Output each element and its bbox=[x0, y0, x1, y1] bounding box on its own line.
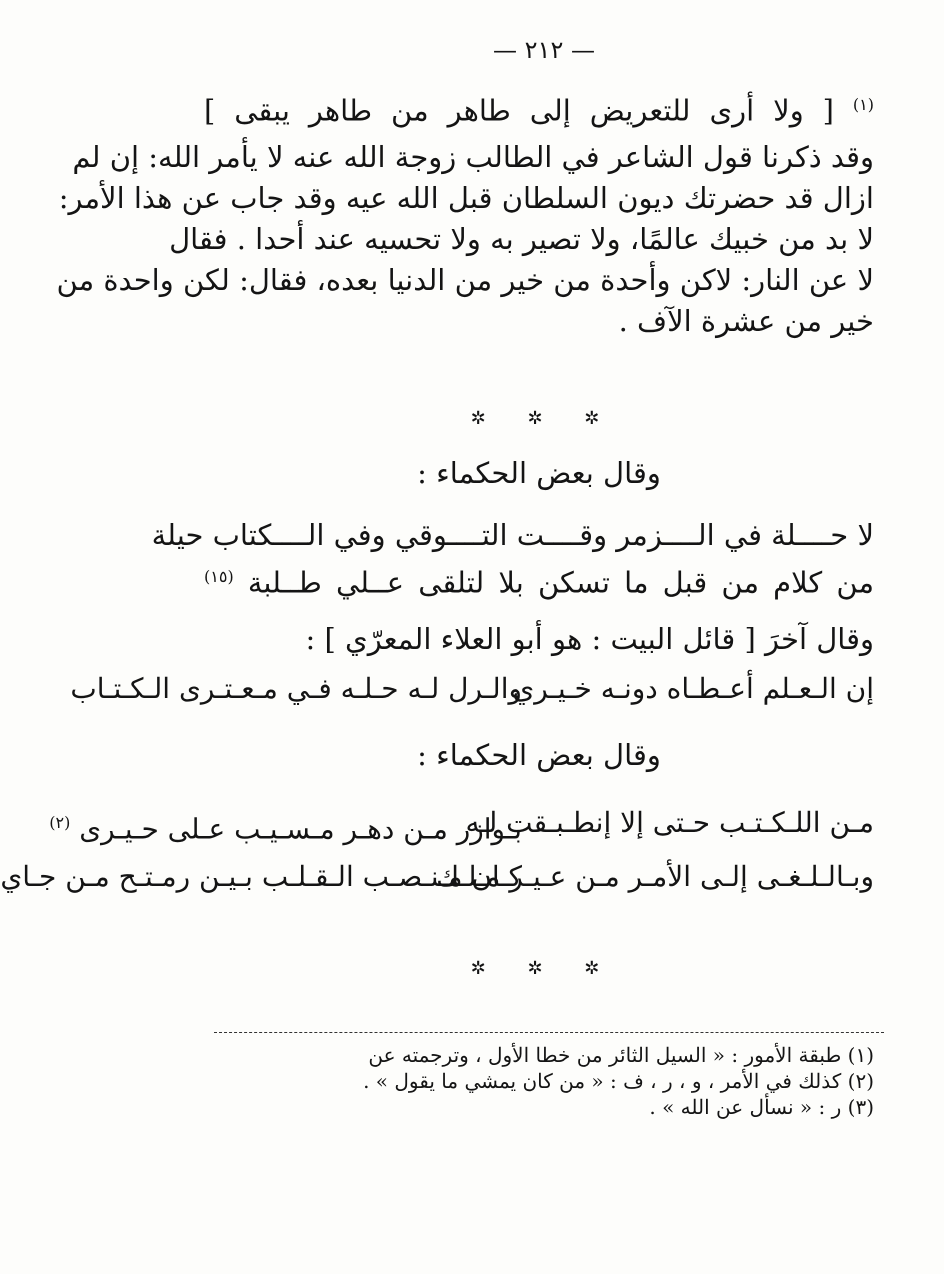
footnote: (٣) ر : « نسأل عن الله » . bbox=[649, 1095, 874, 1119]
hemistich: كـان مـنـصـب الـقـلـب بـيـن رمـتـح مـن جـاي bbox=[0, 860, 522, 893]
hemistich-left bbox=[0, 860, 522, 894]
footnotes bbox=[204, 1042, 874, 1120]
section-2-verses bbox=[151, 518, 875, 600]
top-verse-text bbox=[204, 88, 874, 128]
closing-couplet-1 bbox=[49, 806, 874, 846]
top-verse-line: [ ولا أرى للتعريض إلى طاهر من طاهر يبقى ] bbox=[204, 93, 834, 128]
hemistich: وبـالـلـغـى إلـى الأمـر مـن عـيـر مـلـك bbox=[436, 860, 874, 893]
verse-line bbox=[204, 560, 874, 600]
couplet bbox=[70, 672, 874, 706]
paragraph-line: لا بد من خبيك عالمًا، ولا تصير به ولا تحسيه عند أحدا . فقال bbox=[169, 222, 874, 256]
hemistich: إن الـعـلم أعـطـاه دونـه خـيـري bbox=[512, 672, 874, 705]
page-number: — ٢١٢ — bbox=[493, 36, 595, 64]
verse-line: لا حــــلة في الــــزمر وقــــت التــــوقي وفي الــــكتاب حيلة bbox=[151, 518, 874, 552]
footnote-divider bbox=[214, 1032, 884, 1033]
top-verse bbox=[204, 88, 874, 128]
hemistich bbox=[49, 806, 522, 846]
paragraph-line: لا عن النار: لاكن وأحدة من خير من الدنيا بعده، فقال: لكن واحدة من bbox=[56, 263, 874, 297]
paragraph-line: خير من عشرة الآف . bbox=[618, 304, 874, 338]
section-intro: وقال بعض الحكماء : bbox=[417, 456, 661, 490]
paragraph-line: ازال قد حضرتك ديون السلطان قبل الله عيه وقد جاب عن هذا الأمر: bbox=[58, 181, 874, 215]
attribution-line: وقال آخرَ [ قائل البيت : هو أبو العلاء المعرّي ] : bbox=[305, 622, 874, 656]
section-intro-2 bbox=[204, 738, 874, 772]
couplet-second-hemistich bbox=[70, 672, 522, 706]
attribution bbox=[204, 622, 874, 656]
footnote: (٢) كذلك في الأمر ، و ، ر ، ف : « من كان يمشي ما يقول » . bbox=[363, 1069, 874, 1093]
section-intro: وقال بعض الحكماء : bbox=[417, 738, 661, 772]
footnote-marker: (١) bbox=[852, 95, 875, 114]
section-separator: ✲ ✲ ✲ bbox=[470, 408, 618, 429]
section-2 bbox=[204, 456, 874, 490]
hemistich: مـن اللـكـتـب حـتى إلا إنطـبـقت لـه bbox=[465, 806, 874, 839]
footnote-marker: (١٥) bbox=[204, 567, 234, 586]
hemistich-right bbox=[465, 806, 874, 846]
couplet-first-hemistich bbox=[512, 672, 874, 706]
hemistich-right bbox=[436, 860, 874, 894]
paragraph-1 bbox=[56, 140, 874, 338]
footnote-marker: (٢) bbox=[49, 813, 71, 832]
closing-couplet-2 bbox=[0, 860, 874, 894]
hemistich: والـرل لـه حـلـه فـي مـعـتـرى الـكـتـاب bbox=[70, 672, 522, 705]
paragraph-line: وقد ذكرنا قول الشاعر في الطالب زوجة الله عنه لا يأمر الله: إن لم bbox=[72, 140, 874, 174]
hemistich-text: بـوازر مـن دهـر مـسـيـب عـلى حـيـرى bbox=[79, 812, 522, 846]
verse-line-text: من كلام من قبل ما تسكن بلا لتلقى عــلي طــلبة bbox=[247, 565, 875, 600]
section-separator: ✲ ✲ ✲ bbox=[470, 958, 618, 979]
footnote: (١) طبقة الأمور : « السيل الثائر من خطا الأول ، وترجمته عن bbox=[368, 1043, 874, 1067]
hemistich-left bbox=[49, 806, 522, 846]
